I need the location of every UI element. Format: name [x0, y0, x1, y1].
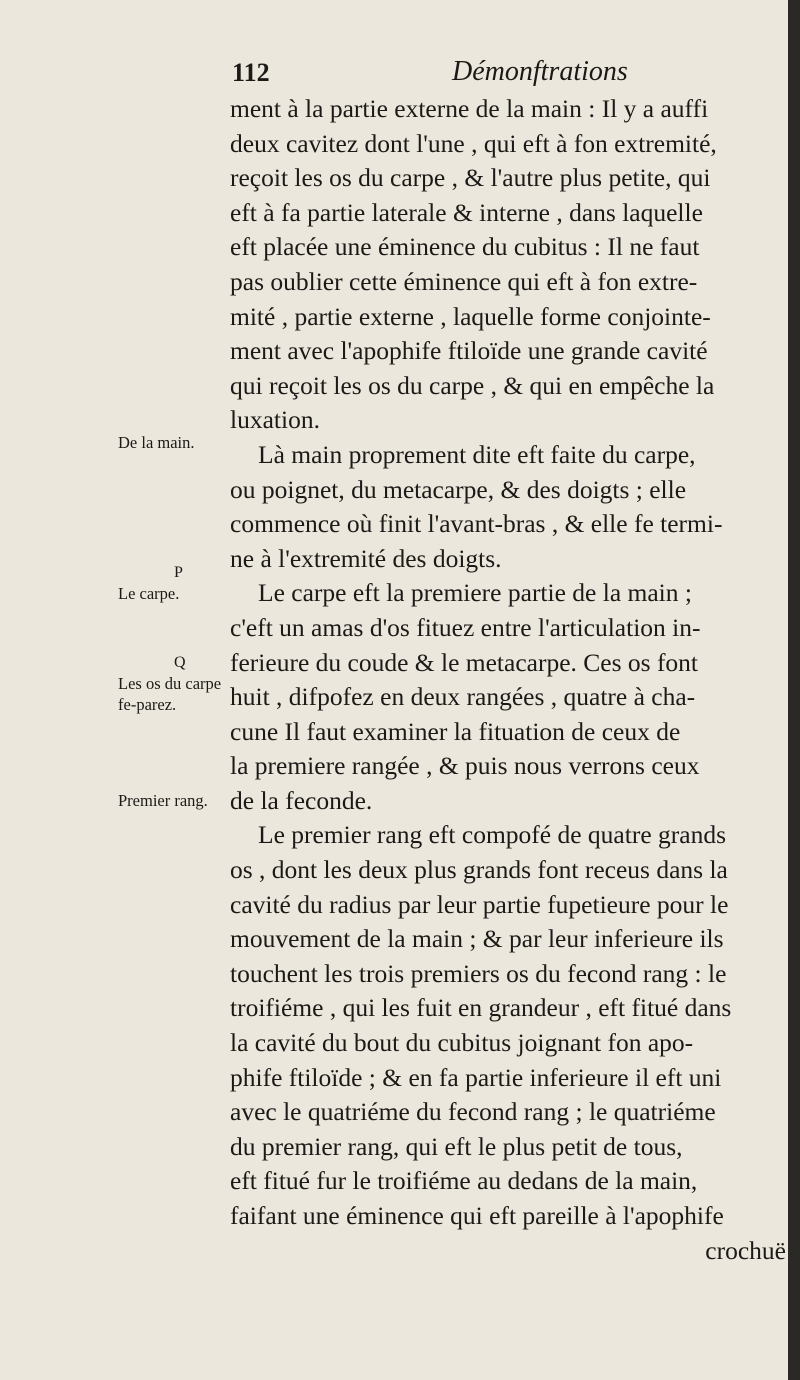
margin-note-text: Premier rang. — [118, 791, 208, 810]
text-line: reçoit les os du carpe , & l'autre plus petite, qui — [230, 163, 711, 193]
margin-note-mark: P — [174, 564, 183, 581]
margin-note-le-carpe — [118, 562, 228, 604]
text-line: pas oublier cette éminence qui eft à fon extre- — [230, 266, 698, 296]
margin-note-premier-rang — [118, 790, 228, 811]
body-text — [230, 92, 796, 1268]
text-line: faifant une éminence qui eft pareille à l'apophife — [230, 1201, 724, 1230]
page-edge-shadow — [788, 0, 800, 1380]
text-line: la cavité du bout du cubitus joignant fon apo- — [230, 1028, 694, 1058]
text-line: cavité du radius par leur partie fupetieure pour le — [230, 889, 729, 919]
margin-note-text: De la main. — [118, 433, 195, 452]
text-line: Le premier rang eft compofé de quatre grands — [258, 820, 726, 850]
text-line: phife ftiloïde ; & en fa partie inferieure il eft uni — [230, 1062, 722, 1092]
margin-note-mark: Q — [174, 654, 186, 671]
text-line: luxation. — [230, 405, 320, 435]
text-line: ne à l'extremité des doigts. — [230, 543, 502, 573]
page-number: 112 — [232, 58, 270, 87]
text-line: la premiere rangée , & puis nous verrons ceux — [230, 751, 700, 781]
text-line: touchent les trois premiers os du fecond rang : le — [230, 958, 727, 988]
text-line: ment à la partie externe de la main : Il y a auffi — [230, 94, 709, 123]
text-line: du premier rang, qui eft le plus petit de tous, — [230, 1131, 683, 1161]
text-line: ferieure du coude & le metacarpe. Ces os font — [230, 647, 699, 677]
margin-notes — [0, 0, 230, 1380]
text-line: eft à fa partie laterale & interne , dans laquelle — [230, 197, 703, 227]
text-line: eft fitué fur le troifiéme au dedans de la main, — [230, 1166, 698, 1196]
text-line: ou poignet, du metacarpe, & des doigts ; elle — [230, 474, 687, 504]
text-line: deux cavitez dont l'une , qui eft à fon extremité, — [230, 128, 717, 158]
text-line: qui reçoit les os du carpe , & qui en empêche la — [230, 370, 715, 400]
text-line: huit , difpofez en deux rangées , quatre à cha- — [230, 682, 696, 712]
margin-note-text: Le carpe. — [118, 584, 180, 603]
margin-note-os-du-carpe — [118, 652, 228, 715]
text-line: cune Il faut examiner la fituation de ceux de — [230, 716, 681, 746]
text-line: troifiéme , qui les fuit en grandeur , eft fitué dans — [230, 993, 732, 1023]
catchword: crochuë — [705, 1235, 786, 1265]
text-line: mouvement de la main ; & par leur inferieure ils — [230, 924, 724, 954]
margin-note-text: Les os du carpe fe-parez. — [118, 674, 222, 714]
text-line: os , dont les deux plus grands font receus dans la — [230, 855, 728, 885]
text-line: Là main proprement dite eft faite du carpe, — [258, 439, 696, 469]
text-line: Le carpe eft la premiere partie de la main ; — [258, 578, 692, 608]
text-line: avec le quatriéme du fecond rang ; le quatriéme — [230, 1097, 716, 1127]
text-line: commence où finit l'avant-bras , & elle fe termi- — [230, 509, 723, 539]
text-line: de la feconde. — [230, 785, 373, 815]
text-line: mité , partie externe , laquelle forme conjointe- — [230, 301, 711, 331]
text-line: eft placée une éminence du cubitus : Il ne faut — [230, 232, 700, 262]
text-line: c'eft un amas d'os fituez entre l'articulation in- — [230, 612, 701, 642]
running-title: Démonftrations — [452, 56, 628, 87]
margin-note-de-la-main — [118, 432, 228, 453]
text-line: ment avec l'apophife ftiloïde une grande cavité — [230, 336, 708, 366]
